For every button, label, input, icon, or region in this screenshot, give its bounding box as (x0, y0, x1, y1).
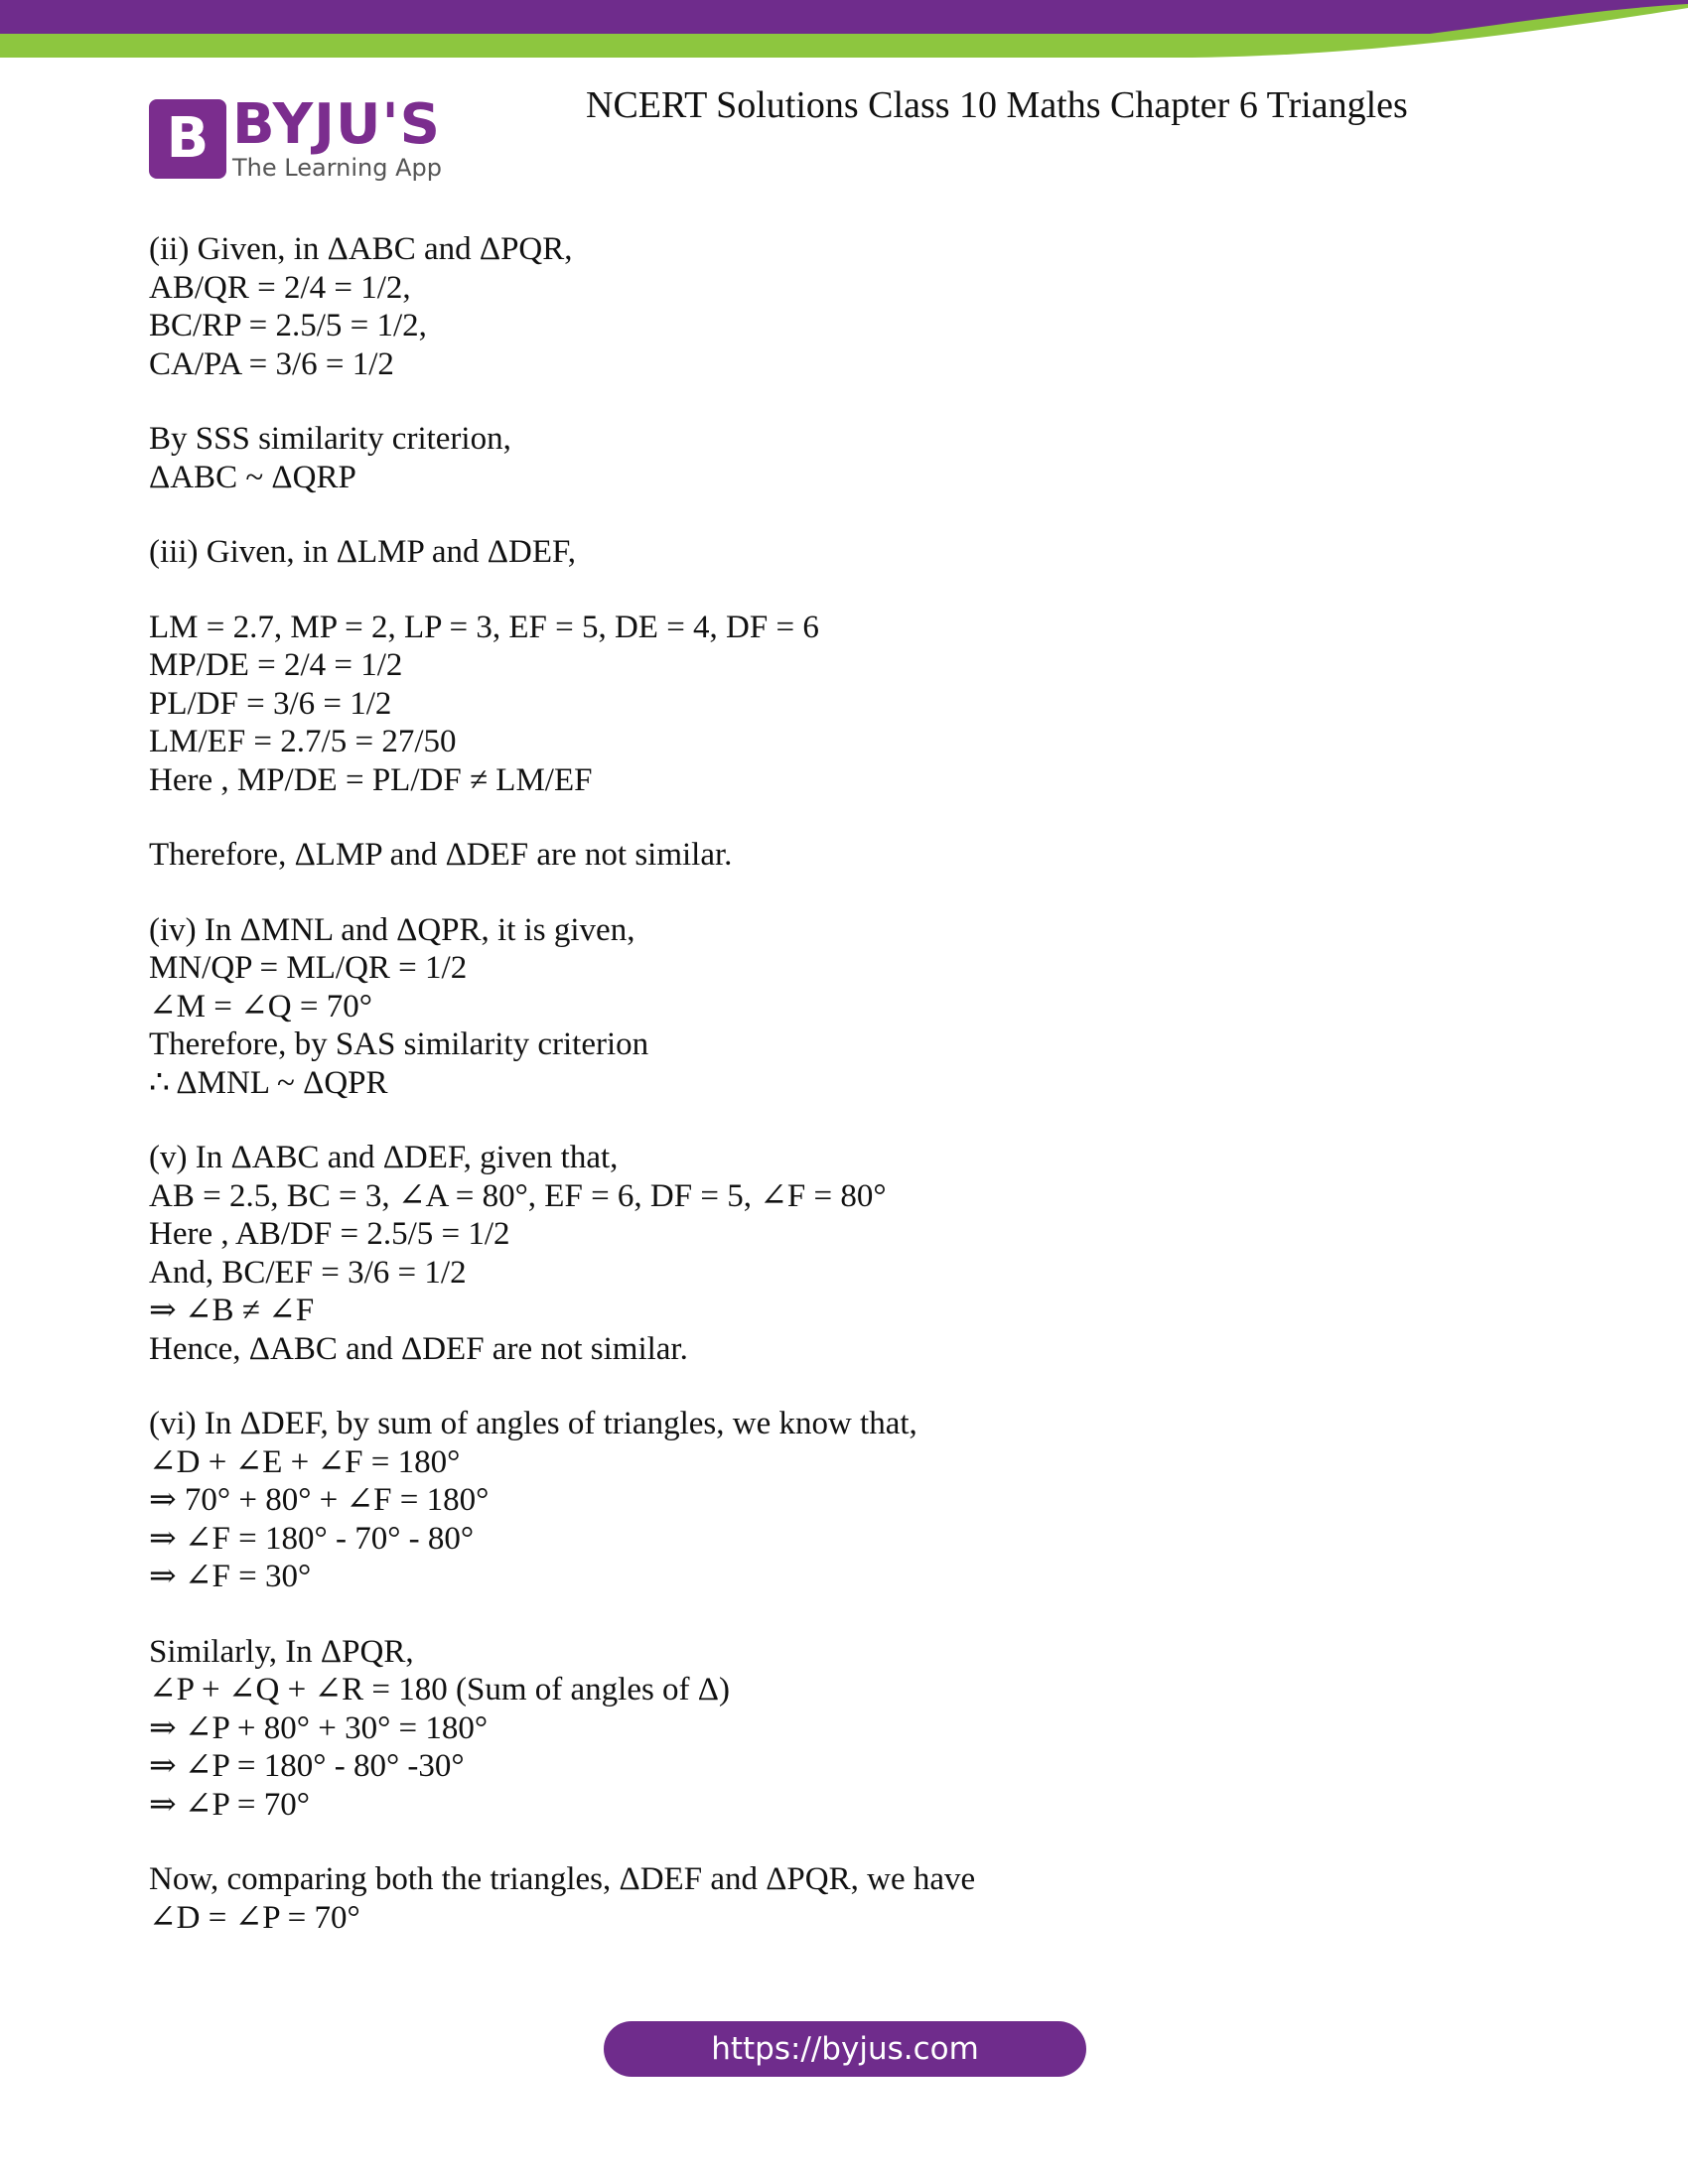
solution-paragraph (149, 533, 1539, 572)
solution-line: ∴ ΔMNL ~ ΔQPR (149, 1064, 388, 1101)
solution-line: Here , MP/DE = PL/DF ≠ LM/EF (149, 761, 593, 798)
logo-mark-icon (149, 99, 226, 179)
solution-line: Therefore, ΔLMP and ΔDEF are not similar. (149, 837, 733, 873)
solution-paragraph (149, 1139, 1539, 1368)
logo-wordmark (232, 92, 442, 182)
logo-brand-name: BYJU'S (232, 92, 441, 157)
solution-line: Hence, ΔABC and ΔDEF are not similar. (149, 1330, 688, 1367)
solution-line: (v) In ΔABC and ΔDEF, given that, (149, 1140, 619, 1175)
solution-line: LM/EF = 2.7/5 = 27/50 (149, 724, 457, 759)
solution-line: AB/QR = 2/4 = 1/2, (149, 269, 411, 306)
solution-line: (iii) Given, in ΔLMP and ΔDEF, (149, 534, 576, 570)
solution-line: ΔABC ~ ΔQRP (149, 459, 356, 495)
logo-mark-letter: B (166, 106, 210, 171)
solution-content (149, 230, 1539, 1974)
solution-line: (ii) Given, in ΔABC and ΔPQR, (149, 231, 573, 267)
solution-line: Therefore, by SAS similarity criterion (149, 1026, 649, 1062)
footer-url-link[interactable]: https://byjus.com (711, 2031, 979, 2067)
solution-line: PL/DF = 3/6 = 1/2 (149, 685, 392, 722)
header-decorative-bars (0, 0, 1688, 60)
solution-paragraph (149, 420, 1539, 496)
solution-paragraph (149, 1405, 1539, 1596)
solution-line: ⇒ ∠F = 180° - 70° - 80° (149, 1520, 475, 1557)
solution-paragraph (149, 230, 1539, 383)
byjus-logo (149, 92, 442, 182)
solution-line: AB = 2.5, BC = 3, ∠A = 80°, EF = 6, DF = 5, ∠F = 80° (149, 1177, 887, 1214)
solution-line: ∠D = ∠P = 70° (149, 1899, 360, 1936)
solution-line: And, BC/EF = 3/6 = 1/2 (149, 1254, 467, 1291)
logo-tagline: The Learning App (232, 154, 442, 182)
header-purple-bar (0, 0, 1688, 34)
solution-line: ∠D + ∠E + ∠F = 180° (149, 1443, 461, 1480)
solution-line: (iv) In ΔMNL and ΔQPR, it is given, (149, 911, 635, 948)
solution-line: ∠M = ∠Q = 70° (149, 988, 372, 1024)
solution-line: ⇒ ∠F = 30° (149, 1559, 312, 1594)
footer-url-badge[interactable] (604, 2021, 1086, 2077)
solution-line: LM = 2.7, MP = 2, LP = 3, EF = 5, DE = 4, DF = 6 (149, 609, 819, 645)
solution-line: MN/QP = ML/QR = 1/2 (149, 950, 468, 986)
solution-line: MP/DE = 2/4 = 1/2 (149, 647, 403, 683)
solution-paragraph (149, 911, 1539, 1103)
solution-line: ⇒ ∠B ≠ ∠F (149, 1293, 315, 1328)
document-title: NCERT Solutions Class 10 Maths Chapter 6 Triangles (586, 84, 1408, 126)
solution-line: CA/PA = 3/6 = 1/2 (149, 345, 394, 382)
solution-line: Similarly, In ΔPQR, (149, 1633, 414, 1670)
solution-paragraph (149, 609, 1539, 800)
solution-line: ∠P + ∠Q + ∠R = 180 (Sum of angles of Δ) (149, 1672, 731, 1707)
solution-paragraph (149, 836, 1539, 875)
solution-line: ⇒ ∠P = 70° (149, 1786, 310, 1823)
solution-line: (vi) In ΔDEF, by sum of angles of triangles, we know that, (149, 1406, 917, 1441)
solution-line: ⇒ ∠P = 180° - 80° -30° (149, 1748, 465, 1784)
solution-line: By SSS similarity criterion, (149, 421, 511, 457)
solution-line: BC/RP = 2.5/5 = 1/2, (149, 308, 427, 343)
solution-line: ⇒ ∠P + 80° + 30° = 180° (149, 1709, 489, 1746)
solution-paragraph (149, 1633, 1539, 1825)
solution-line: ⇒ 70° + 80° + ∠F = 180° (149, 1482, 490, 1518)
solution-line: Here , AB/DF = 2.5/5 = 1/2 (149, 1216, 510, 1252)
solution-paragraph (149, 1860, 1539, 1937)
solution-line: Now, comparing both the triangles, ΔDEF and ΔPQR, we have (149, 1861, 976, 1897)
